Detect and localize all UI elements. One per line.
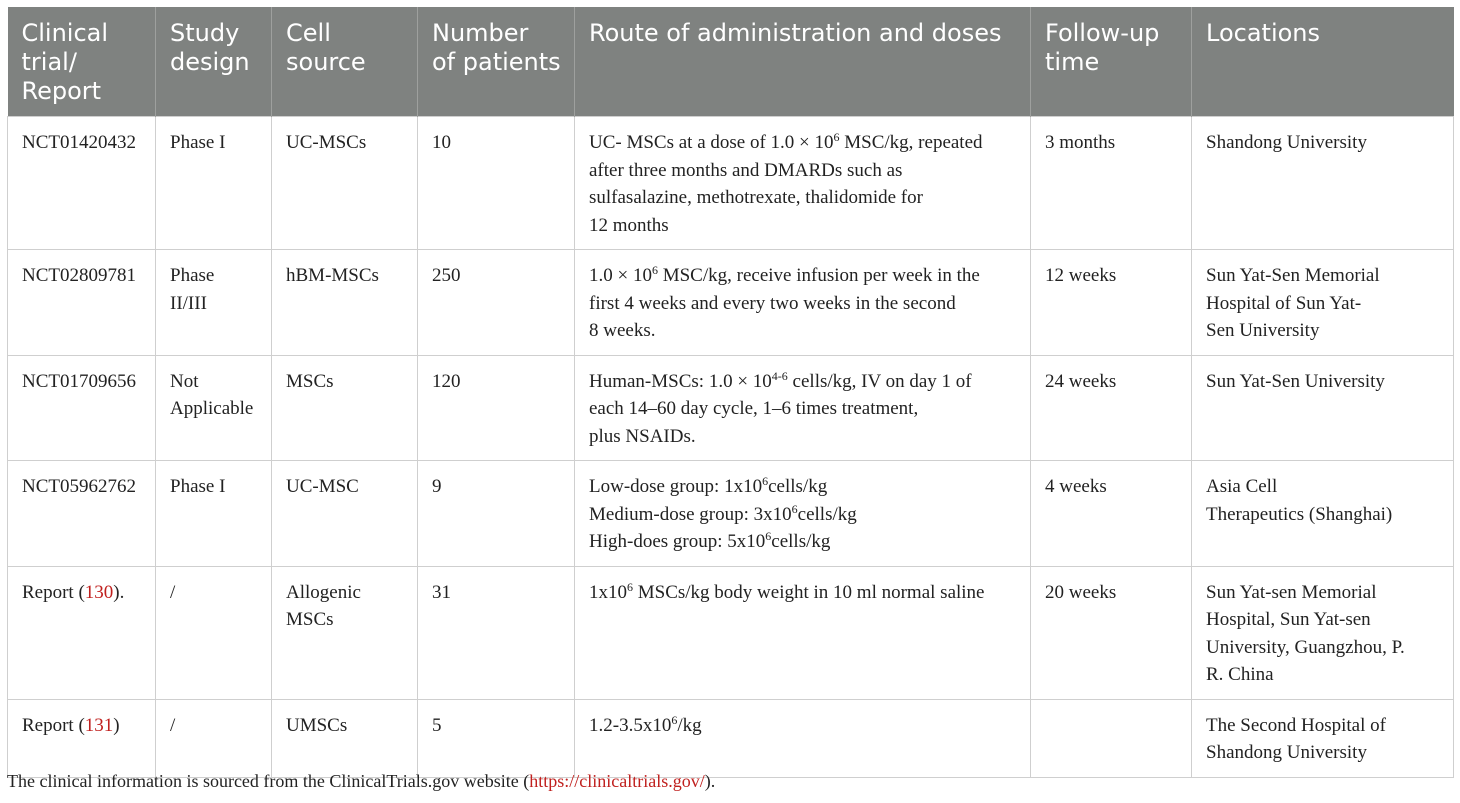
cell-route: UC- MSCs at a dose of $1.0 \times 10^6$ MSC/kg, repeated after three months and DMARDs such as sulfasalazine, methotrexate, thalidomide for 12 months xyxy=(575,117,1031,250)
table-row xyxy=(8,117,1454,250)
clinicaltrials-link[interactable]: https://clinicaltrials.gov/ xyxy=(529,771,705,791)
cell-design: / xyxy=(156,566,272,699)
header-follow-up-time: Follow-up time xyxy=(1031,7,1192,117)
cell-patients: 5 xyxy=(418,699,575,777)
table-container xyxy=(7,7,1453,778)
cell-route: Human-MSCs: $1.0 \times 10^{4-6}$ cells/kg, IV on day 1 of each 14–60 day cycle, 1–6 times treatment, plus NSAIDs. xyxy=(575,355,1031,461)
cell-route: $1.0 \times 10^6$ MSC/kg, receive infusion per week in the first 4 weeks and every two weeks in the second 8 weeks. xyxy=(575,250,1031,356)
header-clinical-trial: Clinical trial/ Report xyxy=(8,7,156,117)
header-locations: Locations xyxy=(1192,7,1454,117)
cell-trial: NCT05962762 xyxy=(8,461,156,567)
cell-trial: NCT01420432 xyxy=(8,117,156,250)
cell-followup xyxy=(1031,699,1192,777)
table-row xyxy=(8,461,1454,567)
cell-location: The Second Hospital of Shandong University xyxy=(1192,699,1454,777)
cell-followup: 3 months xyxy=(1031,117,1192,250)
cell-source: Allogenic MSCs xyxy=(272,566,418,699)
reference-link[interactable]: 130 xyxy=(84,581,114,603)
cell-followup: 20 weeks xyxy=(1031,566,1192,699)
cell-trial: Report (130). xyxy=(8,566,156,699)
cell-route: $1x10^6$ MSCs/kg body weight in 10 ml normal saline xyxy=(575,566,1031,699)
cell-followup: 4 weeks xyxy=(1031,461,1192,567)
cell-location: Shandong University xyxy=(1192,117,1454,250)
cell-source: hBM-MSCs xyxy=(272,250,418,356)
cell-design: / xyxy=(156,699,272,777)
cell-patients: 9 xyxy=(418,461,575,567)
cell-design: Phase I xyxy=(156,117,272,250)
header-row xyxy=(8,7,1454,117)
cell-design: Phase I xyxy=(156,461,272,567)
header-route-and-doses: Route of administration and doses xyxy=(575,7,1031,117)
table-row xyxy=(8,250,1454,356)
cell-design: Phase II/III xyxy=(156,250,272,356)
cell-location: Sun Yat-sen Memorial Hospital, Sun Yat-sen University, Guangzhou, P. R. China xyxy=(1192,566,1454,699)
cell-source: UMSCs xyxy=(272,699,418,777)
reference-link[interactable]: 131 xyxy=(84,714,114,736)
table-footnote: The clinical information is sourced from the ClinicalTrials.gov website (https://clinicaltrials.gov/). xyxy=(7,771,716,791)
cell-source: UC-MSCs xyxy=(272,117,418,250)
cell-patients: 250 xyxy=(418,250,575,356)
table-row xyxy=(8,566,1454,699)
cell-patients: 31 xyxy=(418,566,575,699)
cell-followup: 12 weeks xyxy=(1031,250,1192,356)
cell-trial: NCT02809781 xyxy=(8,250,156,356)
cell-patients: 120 xyxy=(418,355,575,461)
cell-route: $1.2-3.5x10^6/kg$ xyxy=(575,699,1031,777)
cell-route: Low-dose group: $1x10^6cells/kg$ Medium-dose group: $3x10^6cells/kg$ High-does group: $5x10^6cells/kg$ xyxy=(575,461,1031,567)
cell-location: Asia Cell Therapeutics (Shanghai) xyxy=(1192,461,1454,567)
cell-trial: NCT01709656 xyxy=(8,355,156,461)
cell-patients: 10 xyxy=(418,117,575,250)
cell-source: UC-MSC xyxy=(272,461,418,567)
table-row xyxy=(8,699,1454,777)
header-number-of-patients: Number of patients xyxy=(418,7,575,117)
cell-trial: Report (131) xyxy=(8,699,156,777)
clinical-trials-table xyxy=(7,7,1454,778)
table-row xyxy=(8,355,1454,461)
cell-location: Sun Yat-Sen University xyxy=(1192,355,1454,461)
cell-source: MSCs xyxy=(272,355,418,461)
cell-design: Not Applicable xyxy=(156,355,272,461)
header-study-design: Study design xyxy=(156,7,272,117)
cell-followup: 24 weeks xyxy=(1031,355,1192,461)
header-cell-source: Cell source xyxy=(272,7,418,117)
cell-location: Sun Yat-Sen Memorial Hospital of Sun Yat- Sen University xyxy=(1192,250,1454,356)
